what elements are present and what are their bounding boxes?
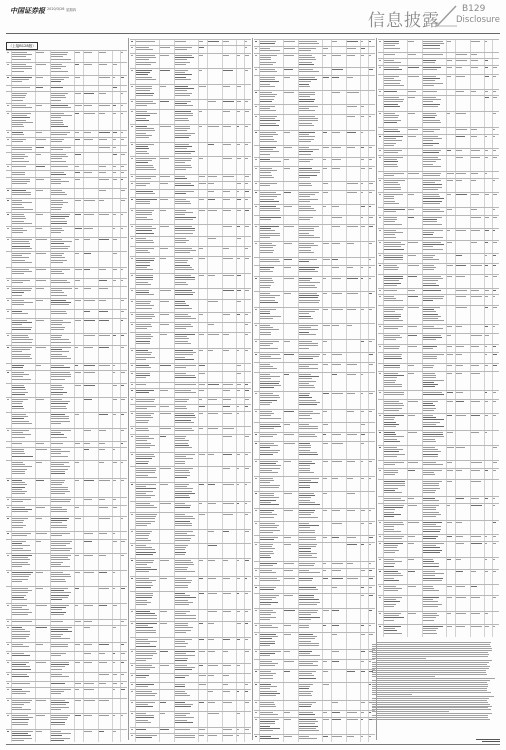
table-row <box>130 84 251 100</box>
table-row <box>130 711 251 728</box>
table-row <box>378 399 499 414</box>
table-column-4 <box>378 36 499 742</box>
table-row <box>130 733 251 742</box>
table-row <box>254 542 375 562</box>
table-row <box>378 371 499 391</box>
table-row <box>130 208 251 225</box>
table-row <box>254 593 375 609</box>
table-row <box>254 291 375 308</box>
table-row <box>6 586 127 604</box>
table-row <box>378 413 499 431</box>
table-row <box>378 541 499 558</box>
table-row <box>254 130 375 146</box>
table-row <box>254 669 375 683</box>
table-row <box>6 397 127 413</box>
table-row <box>378 624 499 637</box>
table-row <box>6 539 127 554</box>
table-row <box>130 299 251 313</box>
table-row <box>130 434 251 453</box>
section-title: 信息披露 <box>368 11 440 31</box>
table-row <box>130 273 251 289</box>
table-row <box>6 62 127 76</box>
table-row <box>6 345 127 364</box>
table-row <box>254 508 375 522</box>
table-row <box>130 53 251 69</box>
table-row <box>6 383 127 398</box>
table-row <box>130 529 251 544</box>
table-row <box>6 412 127 429</box>
header-rule <box>6 33 500 34</box>
table-row <box>254 190 375 205</box>
table-row <box>254 459 375 477</box>
table-row <box>130 332 251 349</box>
table-row <box>254 521 375 536</box>
table-row <box>130 512 251 530</box>
column-divider <box>376 38 377 740</box>
table-row <box>254 307 375 324</box>
table-row <box>254 241 375 258</box>
table-row <box>6 198 127 213</box>
table-row <box>6 370 127 384</box>
table-row <box>130 109 251 125</box>
table-row <box>254 734 375 742</box>
table-row <box>130 124 251 143</box>
continued-from-label: （上接B128版） <box>6 42 38 50</box>
table-row <box>378 74 499 90</box>
table-row <box>378 95 499 112</box>
table-row <box>130 576 251 592</box>
masthead <box>0 0 506 38</box>
table-row <box>254 391 375 410</box>
table-row <box>130 411 251 427</box>
table-column-3 <box>254 36 375 742</box>
table-row <box>130 558 251 577</box>
table-row <box>378 445 499 461</box>
table-row <box>378 111 499 128</box>
table-row <box>378 569 499 585</box>
footer-rule <box>6 744 500 745</box>
table-row <box>6 428 127 442</box>
table-row <box>378 520 499 535</box>
table-row <box>378 430 499 446</box>
table-row <box>254 166 375 182</box>
table-row <box>6 478 127 498</box>
table-row <box>378 611 499 625</box>
table-row <box>254 682 375 701</box>
table-row <box>378 192 499 208</box>
table-row <box>130 591 251 610</box>
table-row <box>6 698 127 714</box>
table-row <box>254 323 375 340</box>
table-row <box>6 553 127 571</box>
table-row <box>254 90 375 105</box>
table-row <box>254 409 375 423</box>
table-row <box>6 111 127 131</box>
table-row <box>6 729 127 742</box>
table-row <box>378 39 499 53</box>
section-title-english: Disclosure <box>456 15 500 25</box>
table-row <box>254 476 375 492</box>
page-number: B129 <box>462 4 486 14</box>
disclosure-tables <box>6 36 500 742</box>
table-row <box>254 339 375 353</box>
table-row <box>254 632 375 650</box>
table-row <box>378 240 499 254</box>
table-row <box>254 717 375 735</box>
column-divider <box>252 38 253 740</box>
table-row <box>6 570 127 587</box>
table-row <box>6 603 127 620</box>
table-row <box>254 276 375 292</box>
table-row <box>254 441 375 460</box>
table-row <box>254 224 375 242</box>
table-row <box>6 447 127 461</box>
table-row <box>378 503 499 521</box>
table-row <box>6 460 127 479</box>
table-row <box>254 608 375 624</box>
table-row <box>6 251 127 268</box>
table-row <box>130 68 251 85</box>
table-row <box>378 479 499 497</box>
table-row <box>254 114 375 131</box>
table-row <box>130 156 251 175</box>
table-row <box>130 348 251 364</box>
table-row <box>254 491 375 509</box>
table-row <box>130 256 251 274</box>
table-row <box>6 212 127 227</box>
issue-weekday: 星期四 <box>66 8 77 12</box>
table-notes <box>372 642 493 721</box>
table-row <box>130 621 251 638</box>
table-row <box>254 372 375 392</box>
table-row <box>254 53 375 68</box>
table-column-1 <box>6 36 127 742</box>
table-column-2 <box>130 36 251 742</box>
table-row <box>130 466 251 483</box>
table-row <box>378 178 499 193</box>
table-row <box>378 595 499 612</box>
issue-date: 2020/3/26 <box>47 7 65 11</box>
table-row <box>6 625 127 643</box>
column-divider <box>128 38 129 740</box>
table-row <box>254 75 375 91</box>
table-row <box>6 713 127 730</box>
table-row <box>6 516 127 532</box>
table-row <box>130 543 251 559</box>
table-row <box>130 452 251 467</box>
table-row <box>130 142 251 157</box>
table-row <box>378 274 499 289</box>
table-row <box>6 237 127 252</box>
newspaper-name: 中国证券报 <box>10 6 45 15</box>
table-row <box>6 318 127 334</box>
table-row <box>378 155 499 172</box>
table-row <box>378 134 499 149</box>
table-row <box>378 215 499 229</box>
section-slash-icon <box>436 4 458 28</box>
table-row <box>378 305 499 325</box>
table-row <box>130 649 251 664</box>
table-row <box>130 482 251 502</box>
